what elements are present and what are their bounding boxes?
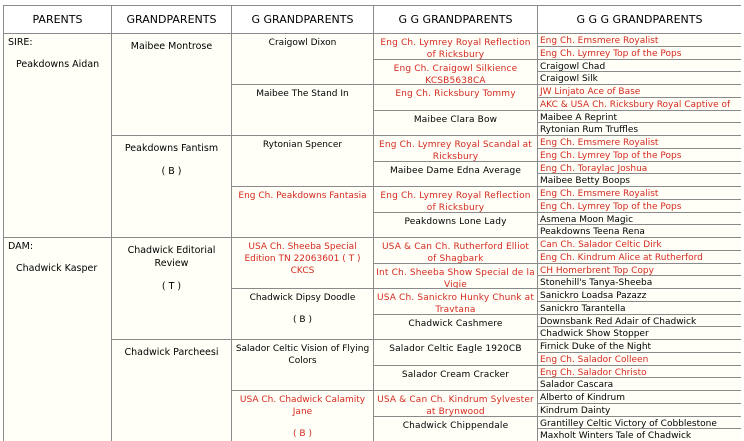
dog-name: Maibee Dame Edna Average <box>389 166 522 176</box>
dog-name: Chadwick Cashmere <box>408 319 503 329</box>
sire-label: SIRE: <box>8 37 33 48</box>
gg-grandparent-cell <box>374 213 538 238</box>
ggg-grandparent-cell <box>538 404 741 417</box>
dog-name: Salador Celtic Vision of Flying Colors <box>235 344 370 366</box>
grandparent-cell <box>112 238 232 340</box>
g-grandparent-cell <box>232 85 374 136</box>
dog-name: Eng Ch. Lymrey Top of the Pops <box>540 202 682 212</box>
dog-name: Chadwick Show Stopper <box>540 329 649 339</box>
ggg-grandparent-cell <box>538 417 741 429</box>
g-grandparent-cell <box>232 34 374 85</box>
dog-name: Kindrum Dainty <box>540 406 611 416</box>
dog-name: Asmena Moon Magic <box>540 215 634 225</box>
dog-name: Craigowl Dixon <box>268 38 337 48</box>
dam-cell <box>4 238 112 441</box>
ggg-grandparent-cell <box>538 225 741 238</box>
dog-name: Eng Ch. Salador Christo <box>540 368 647 378</box>
header-g-grandparents: G GRANDPARENTS <box>232 6 374 34</box>
header-gg-grandparents: G G GRANDPARENTS <box>374 6 538 34</box>
ggg-grandparent-cell <box>538 327 741 340</box>
dog-name: CH Homerbrent Top Copy <box>540 266 654 276</box>
dog-name: JW Linjato Ace of Base <box>540 87 641 97</box>
dog-name: Chadwick Parcheesi <box>124 347 219 358</box>
dog-name: Downsbank Red Adair of Chadwick <box>540 317 697 327</box>
dog-name: Peakdowns Lone Lady <box>404 217 507 227</box>
grandparent-cell <box>112 136 232 238</box>
pedigree-table <box>3 5 741 441</box>
g-grandparent-cell <box>232 238 374 289</box>
dog-name: Salador Celtic Eagle 1920CB <box>389 344 522 354</box>
g-grandparent-cell <box>232 187 374 238</box>
dog-name: Eng Ch. Peakdowns Fantasia <box>238 191 367 201</box>
dog-name: Grantilley Celtic Victory of Cobblestone <box>540 419 717 429</box>
dog-name: Peakdowns Teena Rena <box>540 227 645 237</box>
ggg-grandparent-cell <box>538 238 741 251</box>
dog-name: Alberto of Kindrum <box>540 393 626 403</box>
dog-name: USA Ch. Sheeba Special Edition TN 22063601 ( T ) CKCS <box>244 242 361 276</box>
gg-grandparent-cell <box>374 315 538 340</box>
ggg-grandparent-cell <box>538 213 741 225</box>
dog-name: Sanickro Loadsa Pazazz <box>540 291 647 301</box>
dog-name: Salador Cascara <box>540 380 614 390</box>
gg-grandparent-cell <box>374 417 538 441</box>
gg-grandparent-cell <box>374 111 538 136</box>
dog-name: Rytonian Rum Truffles <box>540 125 639 135</box>
grandparent-cell <box>112 34 232 136</box>
dog-name: Eng Ch. Emsmere Royalist <box>540 138 659 148</box>
dog-name: Eng Ch. Ricksbury Tommy <box>395 89 516 99</box>
ggg-grandparent-cell <box>538 174 741 187</box>
gg-grandparent-cell <box>374 136 538 162</box>
ggg-grandparent-cell <box>538 200 741 213</box>
dog-name: Eng Ch. Lymrey Royal Reflection of Ricksbury <box>380 191 531 213</box>
ggg-grandparent-cell <box>538 85 741 98</box>
ggg-grandparent-cell <box>538 60 741 72</box>
gg-grandparent-cell <box>374 391 538 417</box>
gg-grandparent-cell <box>374 238 538 264</box>
dog-name: Firnick Duke of the Night <box>540 342 652 352</box>
color-mark: ( B ) <box>161 166 182 177</box>
ggg-grandparent-cell <box>538 378 741 391</box>
dog-name: Int Ch. Sheeba Show Special de la Vigie <box>376 268 535 289</box>
gg-grandparent-cell <box>374 289 538 315</box>
dog-name: Eng Ch. Lymrey Top of the Pops <box>540 151 682 161</box>
ggg-grandparent-cell <box>538 302 741 315</box>
ggg-grandparent-cell <box>538 391 741 404</box>
ggg-grandparent-cell <box>538 111 741 123</box>
color-mark: ( T ) <box>161 281 182 292</box>
dog-name: Eng Ch. Kindrum Alice at Rutherford <box>540 253 703 263</box>
ggg-grandparent-cell <box>538 162 741 174</box>
g-grandparent-cell <box>232 289 374 340</box>
ggg-grandparent-cell <box>538 72 741 85</box>
ggg-grandparent-cell <box>538 251 741 264</box>
dog-name: Eng Ch. Emsmere Royalist <box>540 189 659 199</box>
sire-name: Peakdowns Aidan <box>16 59 100 70</box>
gg-grandparent-cell <box>374 187 538 213</box>
dam-name: Chadwick Kasper <box>16 263 98 274</box>
dog-name: Salador Cream Cracker <box>401 370 510 380</box>
dog-name: Eng Ch. Craigowl Silkience KCSB5638CA <box>393 64 518 85</box>
dog-name: Chadwick Dipsy Doodle <box>249 293 356 303</box>
dog-name: Stonehill's Tanya-Sheeba <box>540 278 653 288</box>
dog-name: Maibee A Reprint <box>540 113 617 123</box>
dog-name: Rytonian Spencer <box>262 140 343 150</box>
dog-name: Eng Ch. Lymrey Royal Scandal at Ricksbury <box>379 140 532 162</box>
ggg-grandparent-cell <box>538 47 741 60</box>
dog-name: Eng Ch. Lymrey Top of the Pops <box>540 49 682 59</box>
dog-name: Maibee Montrose <box>130 41 213 52</box>
dog-name: Peakdowns Fantism <box>124 143 219 154</box>
dog-name: AKC & USA Ch. Ricksbury Royal Captive of <box>540 100 731 110</box>
ggg-grandparent-cell <box>538 187 741 200</box>
ggg-grandparent-cell <box>538 315 741 327</box>
gg-grandparent-cell <box>374 60 538 85</box>
header-parents: PARENTS <box>4 6 112 34</box>
gg-grandparent-cell <box>374 85 538 111</box>
dog-name: Can Ch. Salador Celtic Dirk <box>540 240 662 250</box>
dog-name: USA & Can Ch. Kindrum Sylvester at Brynwood <box>377 395 534 417</box>
dam-label: DAM: <box>8 241 34 252</box>
ggg-grandparent-cell <box>538 98 741 111</box>
dog-name: USA Ch. Sanickro Hunky Chunk at Travtana <box>376 293 535 315</box>
ggg-grandparent-cell <box>538 353 741 366</box>
dog-name: Eng Ch. Emsmere Royalist <box>540 36 659 46</box>
g-grandparent-cell <box>232 391 374 441</box>
color-mark: ( B ) <box>293 429 312 439</box>
ggg-grandparent-cell <box>538 366 741 378</box>
dog-name: Craigowl Silk <box>540 74 598 84</box>
gg-grandparent-cell <box>374 162 538 187</box>
dog-name: Sanickro Tarantella <box>540 304 626 314</box>
ggg-grandparent-cell <box>538 340 741 353</box>
dog-name: Maibee Betty Boops <box>540 176 630 186</box>
g-grandparent-cell <box>232 136 374 187</box>
ggg-grandparent-cell <box>538 149 741 162</box>
sire-cell <box>4 34 112 238</box>
dog-name: Eng Ch. Toraylac Joshua <box>540 164 648 174</box>
gg-grandparent-cell <box>374 264 538 289</box>
dog-name: Eng Ch. Salador Colleen <box>540 355 649 365</box>
gg-grandparent-cell <box>374 366 538 391</box>
dog-name: USA Ch. Chadwick Calamity Jane <box>239 395 366 417</box>
dog-name: Craigowl Chad <box>540 62 606 72</box>
ggg-grandparent-cell <box>538 276 741 289</box>
dog-name: Eng Ch. Lymrey Royal Reflection of Ricksbury <box>380 38 531 60</box>
grandparent-cell <box>112 340 232 441</box>
ggg-grandparent-cell <box>538 289 741 302</box>
header-grandparents: GRANDPARENTS <box>112 6 232 34</box>
gg-grandparent-cell <box>374 34 538 60</box>
dog-name: Chadwick Editorial Review <box>127 245 216 269</box>
dog-name: Maibee The Stand In <box>256 89 349 99</box>
header-ggg-grandparents: G G G GRANDPARENTS <box>538 6 741 34</box>
ggg-grandparent-cell <box>538 429 741 441</box>
dog-name: USA & Can Ch. Rutherford Elliot of Shagbark <box>381 242 530 264</box>
ggg-grandparent-cell <box>538 136 741 149</box>
ggg-grandparent-cell <box>538 34 741 47</box>
dog-name: Maxholt Winters Tale of Chadwick <box>540 431 692 441</box>
gg-grandparent-cell <box>374 340 538 366</box>
ggg-grandparent-cell <box>538 123 741 136</box>
dog-name: Chadwick Chippendale <box>402 421 509 431</box>
color-mark: ( B ) <box>293 315 312 325</box>
g-grandparent-cell <box>232 340 374 391</box>
ggg-grandparent-cell <box>538 264 741 276</box>
dog-name: Maibee Clara Bow <box>413 115 498 125</box>
